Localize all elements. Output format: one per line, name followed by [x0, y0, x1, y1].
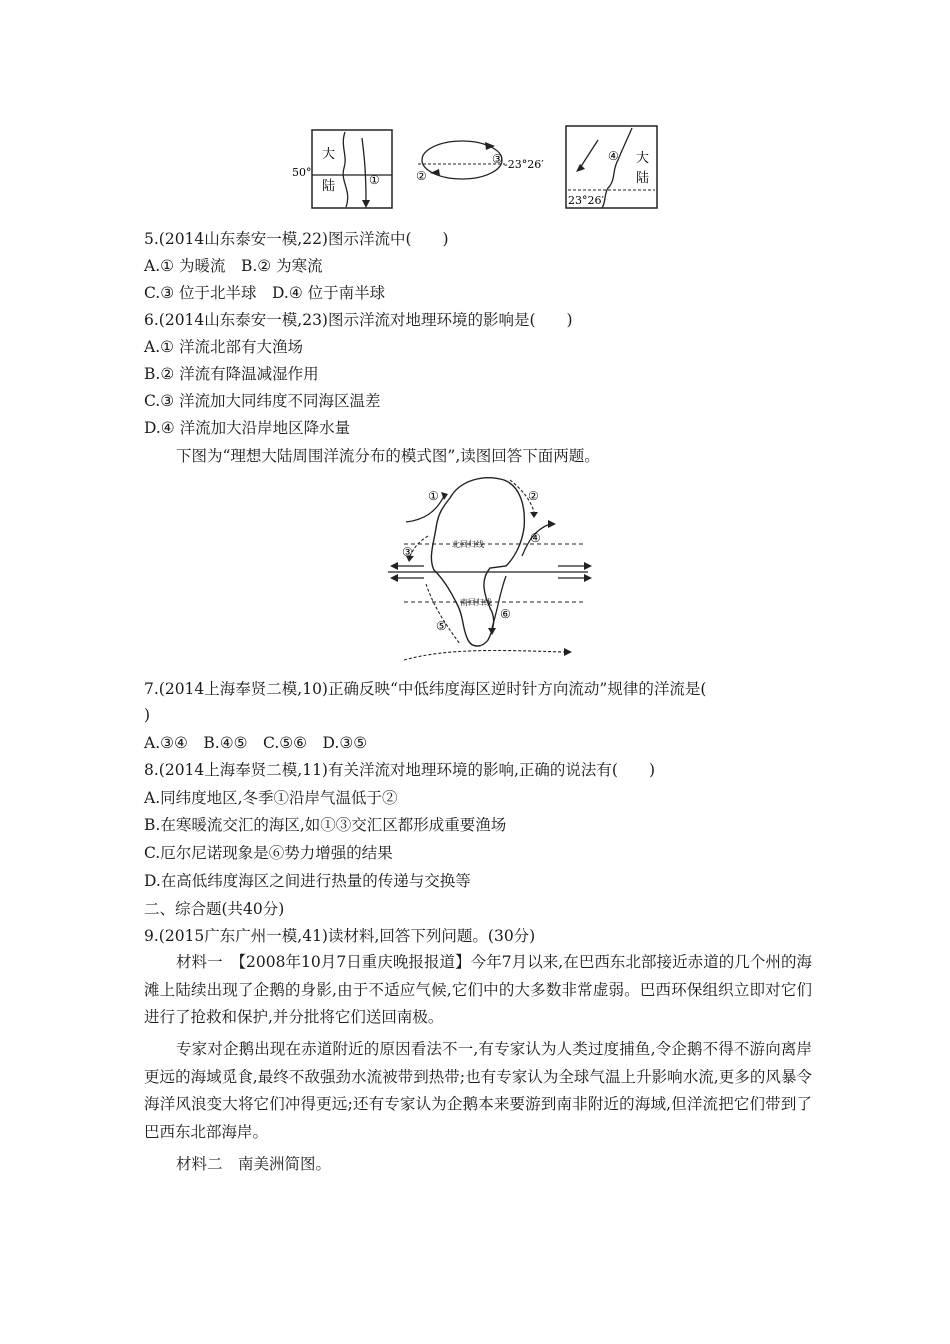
fig1-lat-2326-a: -23°26′ — [504, 158, 544, 171]
q8-option-b: B.在寒暖流交汇的海区,如①③交汇区都形成重要渔场 — [144, 816, 507, 834]
q5-stem: 5.(2014山东泰安一模,22)图示洋流中( ) — [144, 230, 449, 248]
fig1-current-3: ③ — [492, 152, 503, 166]
fig2-current-6: ⑥ — [500, 607, 511, 621]
section-2-heading: 二、综合题(共40分) — [144, 900, 285, 918]
fig2-current-4: ④ — [530, 531, 541, 545]
fig2-current-3: ③ — [402, 545, 413, 559]
q8-option-c: C.厄尔尼诺现象是⑥势力增强的结果 — [144, 844, 393, 862]
q6-option-b: B.② 洋流有降温减湿作用 — [144, 365, 319, 383]
q9-material-1: 材料一 【2008年10月7日重庆晚报报道】今年7月以来,在巴西东北部接近赤道的几个州的海滩上陆续出现了企鹅的身影,由于不适应气候,它们中的大多数非常虚弱。巴西环保组织立即对它们进行了抢救和保护,并分批将它们送回南极。 — [144, 953, 812, 1026]
q6-stem: 6.(2014山东泰安一模,23)图示洋流对地理环境的影响是( ) — [144, 311, 573, 329]
fig1-land-bottom: 陆 — [322, 179, 336, 194]
fig1-current-2: ② — [416, 169, 427, 183]
fig1-lat-50: 50° — [292, 166, 312, 179]
q8-option-d: D.在高低纬度海区之间进行热量的传递与交换等 — [144, 872, 471, 890]
q6-option-c: C.③ 洋流加大同纬度不同海区温差 — [144, 392, 381, 410]
q9-stem: 9.(2015广东广州一模,41)读材料,回答下列问题。(30分) — [144, 927, 536, 945]
fig2-current-1: ① — [428, 489, 439, 503]
fig1-current-4: ④ — [608, 149, 619, 163]
fig2-tropic-north: 北回归线 — [452, 540, 484, 549]
q5-options-ab: A.① 为暖流 B.② 为寒流 — [144, 257, 323, 275]
q8-option-a: A.同纬度地区,冬季①沿岸气温低于② — [144, 789, 398, 807]
q9-material-2: 材料二 南美洲简图。 — [176, 1155, 332, 1173]
figure-ideal-continent-currents — [388, 472, 598, 664]
fig1-current-1: ① — [369, 173, 380, 187]
fig1-land-top-3: 大 — [636, 151, 650, 166]
q5-options-cd: C.③ 位于北半球 D.④ 位于南半球 — [144, 284, 386, 302]
fig2-current-5: ⑤ — [436, 619, 447, 633]
q7-options: A.③④ B.④⑤ C.⑤⑥ D.③⑤ — [144, 734, 368, 752]
q6-option-d: D.④ 洋流加大沿岸地区降水量 — [144, 419, 351, 437]
fig2-tropic-south: 南回归线 — [460, 598, 492, 607]
q7-stem: 7.(2014上海奉贤二模,10)正确反映“中低纬度海区逆时针方向流动”规律的洋流是( — [144, 680, 707, 698]
q9-material-1b: 专家对企鹅出现在赤道附近的原因看法不一,有专家认为人类过度捕鱼,令企鹅不得不游向离岸更远的海域觅食,最终不敌强劲水流被带到热带;也有专家认为全球气温上升影响水流,更多的风暴令海洋风浪变大将它们冲得更远;还有专家认为企鹅本来要游到南非附近的海域,但洋流把它们带到了巴西东北部海岸。 — [144, 1040, 812, 1141]
fig2-current-2: ② — [528, 489, 539, 503]
figure-ocean-currents-panels — [290, 124, 662, 214]
figure2-intro: 下图为“理想大陆周围洋流分布的模式图”,读图回答下面两题。 — [176, 447, 600, 465]
q6-option-a: A.① 洋流北部有大渔场 — [144, 338, 303, 356]
q8-stem: 8.(2014上海奉贤二模,11)有关洋流对地理环境的影响,正确的说法有( ) — [144, 761, 656, 779]
fig1-land-top: 大 — [322, 147, 336, 162]
q7-stem-cont: ) — [144, 706, 151, 724]
fig1-land-bottom-3: 陆 — [636, 171, 650, 186]
fig1-lat-2326-b: 23°26′ — [568, 194, 604, 207]
